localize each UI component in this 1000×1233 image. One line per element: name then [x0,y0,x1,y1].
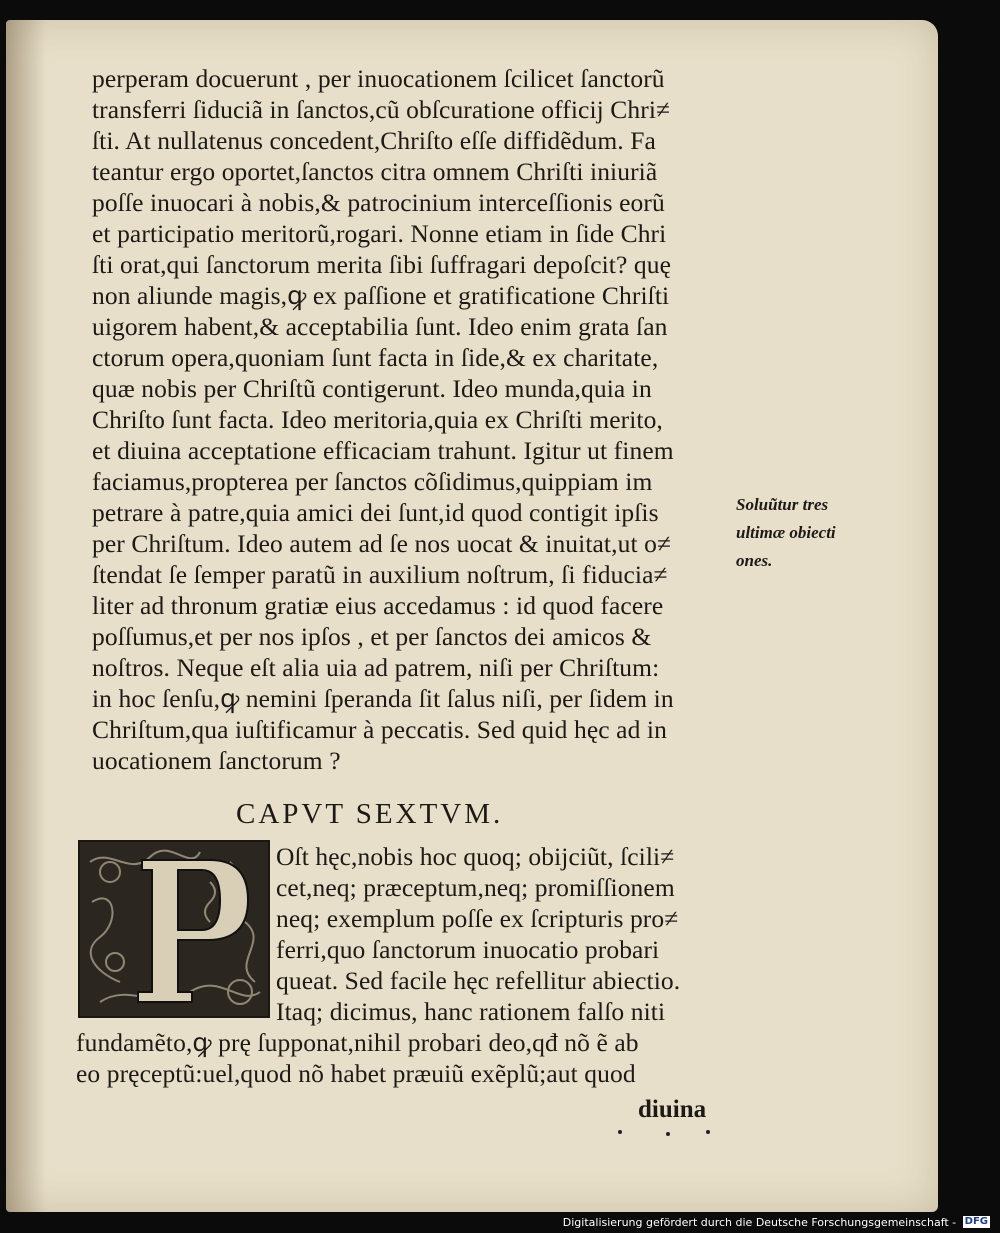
body-line: non aliunde magis,ꝙ ex paſſione et gratificatione Chriſti [92,281,670,310]
body-line: et diuina acceptatione efficaciam trahunt. Igitur ut finem [92,436,674,465]
body-line: ſti. At nullatenus concedent,Chriſto eſſe diffidẽdum. Fa [92,126,656,155]
book-page [6,20,938,1212]
marginal-note-line: ones. [736,551,773,570]
chapter-line: Itaq; dicimus, hanc rationem falſo niti [276,997,666,1026]
body-line: quæ nobis per Chriſtũ contigerunt. Ideo munda,quia in [92,374,652,403]
body-line: petrare à patre,quia amici dei ſunt,id quod contigit ipſis [92,498,659,527]
body-line: in hoc ſenſu,ꝙ nemini ſperanda ſit ſalus niſi, per ſidem in [92,684,674,713]
body-line: perperam docuerunt , per inuocationem ſcilicet ſanctorũ [92,64,665,93]
dfg-logo: DFG [964,1216,988,1227]
body-line: ſti orat,qui ſanctorum merita ſibi ſuffragari depoſcit? quę [92,250,671,279]
body-line: teantur ergo oportet,ſanctos citra omnem Chriſti iniuriã [92,157,658,186]
decorated-initial [78,840,270,1018]
chapter-line: queat. Sed facile hęc refellitur abiectio. [276,966,681,995]
body-line: liter ad thronum gratiæ eius accedamus : id quod facere [92,591,664,620]
body-line: poſſumus,et per nos ipſos , et per ſanctos dei amicos & [92,622,652,651]
chapter-line: ferri,quo ſanctorum inuocatio probari [276,935,660,964]
body-line: noſtros. Neque eſt alia uia ad patrem, niſi per Chriſtum: [92,653,660,682]
body-line: Chriſtum,qua iuſtificamur à peccatis. Sed quid hęc ad in [92,715,667,744]
ink-speck [666,1132,670,1136]
body-line: ctorum opera,quoniam ſunt facta in ſide,& ex charitate, [92,343,659,372]
marginal-note-line: Soluũtur tres [736,495,829,514]
chapter-line: neq; exemplum poſſe ex ſcripturis pro≠ [276,904,679,933]
body-line: per Chriſtum. Ideo autem ad ſe nos uocat & inuitat,ut o≠ [92,529,672,558]
catchword: diuina [638,1096,707,1123]
ink-speck [618,1130,622,1134]
chapter-line: cet,neq; præceptum,neq; promiſſionem [276,873,675,902]
body-line: faciamus,propterea per ſanctos cõſidimus,quippiam im [92,467,653,496]
body-line: uigorem habent,& acceptabilia ſunt. Ideo enim grata ſan [92,312,668,341]
body-line: transferri ſiduciã in ſanctos,cũ obſcuratione officij Chri≠ [92,95,671,124]
body-line: et participatio meritorũ,rogari. Nonne etiam in ſide Chri [92,219,667,248]
chapter-line: fundamẽto,ꝙ prę ſupponat,nihil probari deo,qđ nõ ẽ ab [76,1028,639,1057]
chapter-line: Oſt hęc,nobis hoc quoq; obijciũt, ſcili≠ [276,842,675,871]
body-line: Chriſto ſunt facta. Ideo meritoria,quia ex Chriſti merito, [92,405,663,434]
footer-credit [563,1216,990,1230]
ink-speck [706,1130,710,1134]
body-line: ſtendat ſe ſemper paratũ in auxilium noſtrum, ſi fiducia≠ [92,560,668,589]
footer-text: Digitalisierung gefördert durch die Deutsche Forschungsgemeinschaft - [562,1216,957,1229]
ornament-pattern-icon [80,842,268,1016]
body-line: uocationem ſanctorum ? [92,746,341,775]
marginal-note-line: ultimæ obiecti [736,523,836,542]
chapter-line: eo pręceptũ:uel,quod nõ habet præuiũ exẽplũ;aut quod [76,1059,636,1088]
body-line: poſſe inuocari à nobis,& patrocinium interceſſionis eorũ [92,188,665,217]
chapter-heading: CAPVT SEXTVM. [236,798,504,830]
